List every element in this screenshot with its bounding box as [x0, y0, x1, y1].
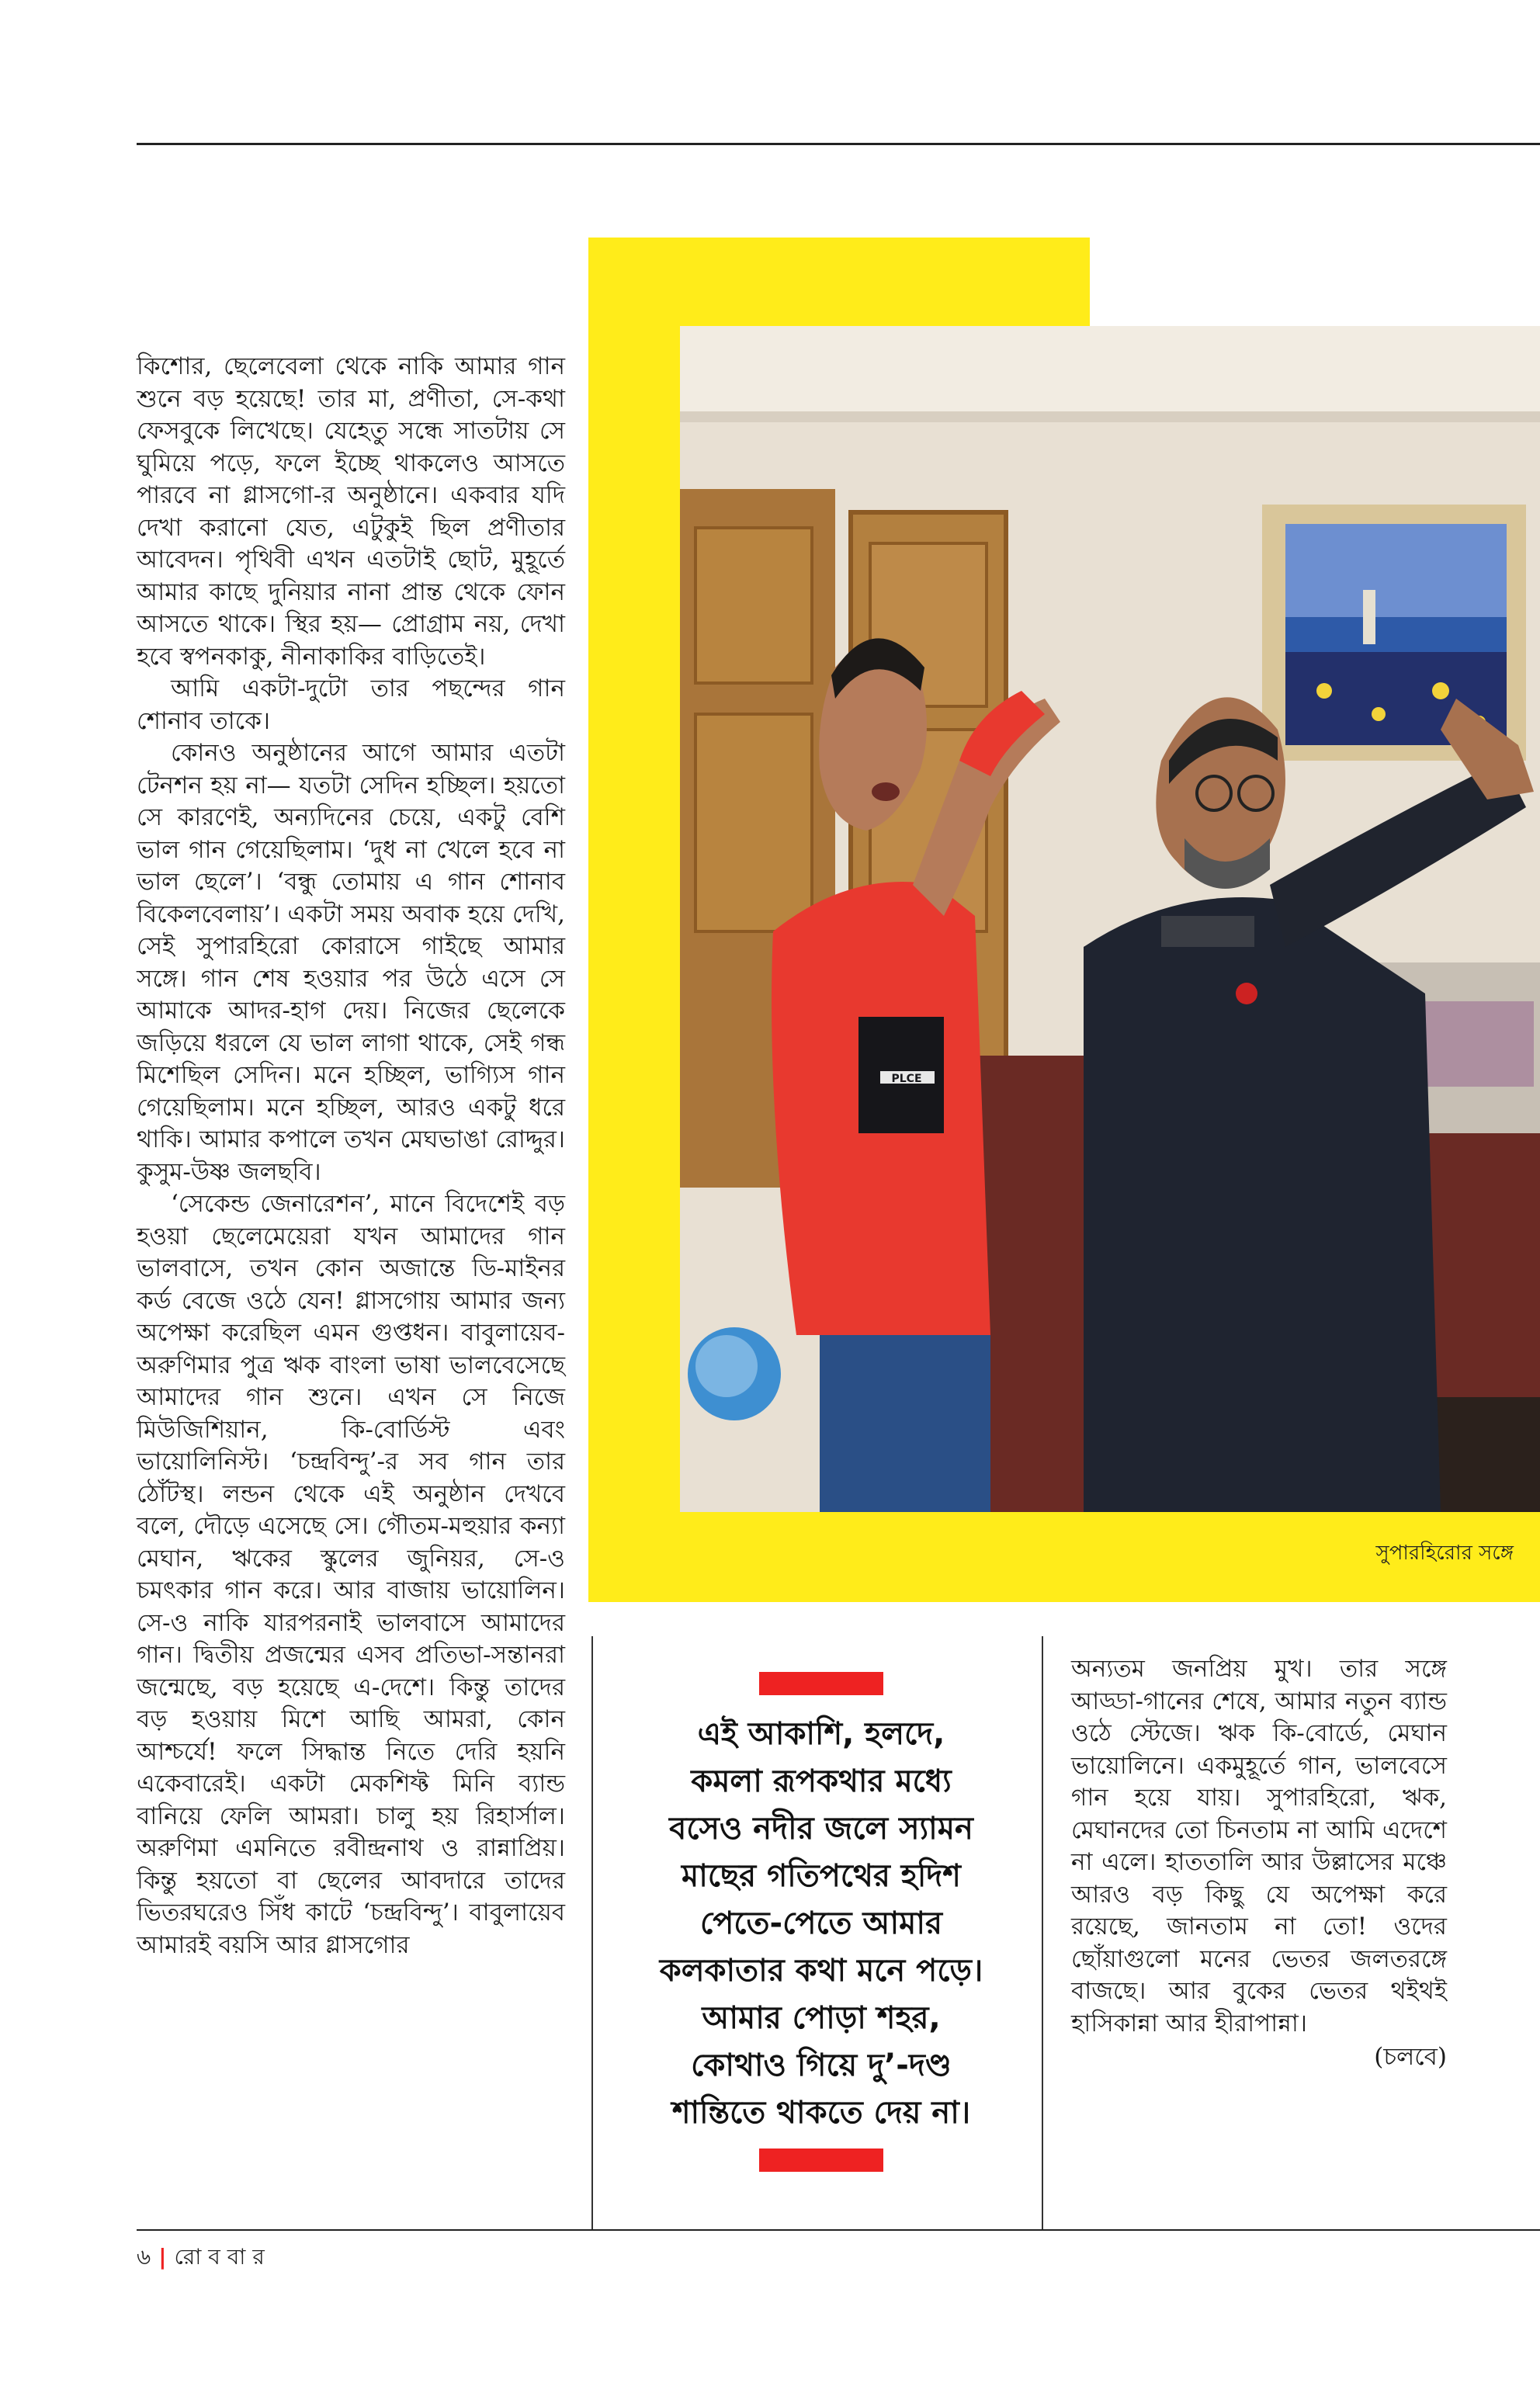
- pullquote-line: কমলা রূপকথার মধ্যে: [691, 1764, 952, 1799]
- pullquote-line: কোথাও গিয়ে দু’-দণ্ড: [691, 2048, 952, 2083]
- pullquote-line: পেতে-পেতে আমার: [700, 1906, 942, 1941]
- paragraph: অন্যতম জনপ্রিয় মুখ। তার সঙ্গে আড্ডা-গানের শেষে, আমার নতুন ব্যান্ড ওঠে স্টেজে। ঋক কি-বোর্ডে, মেঘান ভায়োলিনে। একমুহূর্তে গান, ভালবেসে গান হয়ে যায়। সুপারহিরো, ঋক, মেঘানদের তো চিনতাম না আমি এদেশে না এলে। হাততালি আর উল্লাসের মঞ্চে আরও বড় কিছু যে অপেক্ষা করে রয়েছে, জানতাম না তো! ওদের ছোঁয়াগুলো মনের ভেতর জলতরঙ্গে বাজছে। আর বুকের ভেতর থইথই হাসিকান্না আর হীরাপান্না।: [1071, 1655, 1447, 2038]
- column-divider: [591, 1636, 593, 2229]
- pullquote-line: আমার পোড়া শহর,: [702, 2000, 941, 2036]
- pullquote-bottom-bar: [759, 2148, 883, 2172]
- article-photo: [680, 326, 1540, 1512]
- article-column-right: [1071, 1653, 1447, 2074]
- pullquote-line: বসেও নদীর জলে স্যামন: [669, 1811, 973, 1847]
- page-number: ৬: [137, 2244, 151, 2270]
- pullquote-line: এই আকাশি, হলদে,: [697, 1716, 945, 1752]
- article-column-left: [137, 351, 565, 1961]
- yellow-accent-block: [588, 238, 1090, 329]
- paragraph: ‘সেকেন্ড জেনারেশন’, মানে বিদেশেই বড় হওয়া ছেলেমেয়েরা যখন আমাদের গান ভালবাসে, তখন কোন অজান্তে ডি-মাইনর কর্ড বেজে ওঠে যেন! গ্লাসগোয় আমার জন্য অপেক্ষা করেছিল এমন গুপ্তধন। বাবুলায়েব-অরুণিমার পুত্র ঋক বাংলা ভাষা ভালবেসেছে আমাদের গান শুনে। এখন সে নিজে মিউজিশিয়ান, কি-বোর্ডিস্ট এবং ভায়োলিনিস্ট। ‘চন্দ্রবিন্দু’-র সব গান তার ঠোঁটস্থ। লন্ডন থেকে এই অনুষ্ঠান দেখবে বলে, দৌড়ে এসেছে সে। গৌতম-মহুয়ার কন্যা মেঘান, ঋকের স্কুলের জুনিয়র, সে-ও চমৎকার গান করে। আর বাজায় ভায়োলিন। সে-ও নাকি যারপরনাই ভালবাসে আমাদের গান। দ্বিতীয় প্রজন্মের এসব প্রতিভা-সন্তানরা জন্মেছে, বড় হয়েছে এ-দেশে। কিন্তু তাদের বড় হওয়ায় মিশে আছি আমরা, কোন আশ্চর্যে! ফলে সিদ্ধান্ত নিতে দেরি হয়নি একেবারেই। একটা মেকশিফ্ট মিনি ব্যান্ড বানিয়ে ফেলি আমরা। চালু হয় রিহার্সাল। অরুণিমা এমনিতে রবীন্দ্রনাথ ও রান্নাপ্রিয়। কিন্তু হয়তো বা ছেলের আবদারে তাদের ভিতরঘরেও সিঁধ কাটে ‘চন্দ্রবিন্দু’। বাবুলায়েব আমারই বয়সি আর গ্লাসগোর: [137, 1190, 565, 1959]
- bottom-rule: [137, 2229, 1540, 2231]
- pullquote-top-bar: [759, 1672, 883, 1695]
- section-name: রো ব বা র: [174, 2244, 265, 2270]
- pullquote-line: মাছের গতিপথের হদিশ: [682, 1858, 961, 1894]
- paragraph: কিশোর, ছেলেবেলা থেকে নাকি আমার গান শুনে বড় হয়েছে! তার মা, প্রণীতা, সে-কথা ফেসবুকে লিখেছে। যেহেতু সন্ধে সাতটায় সে ঘুমিয়ে পড়ে, ফলে ইচ্ছে থাকলেও আসতে পারবে না গ্লাসগো-র অনুষ্ঠানে। একবার যদি দেখা করানো যেত, এটুকুই ছিল প্রণীতার আবেদন। পৃথিবী এখন এতটাই ছোট, মুহূর্তে আমার কাছে দুনিয়ার নানা প্রান্ত থেকে ফোন আসতে থাকে। স্থির হয়— প্রোগ্রাম নয়, দেখা হবে স্বপনকাকু, নীনাকাকির বাড়িতেই।: [137, 352, 565, 671]
- column-divider: [1042, 1636, 1043, 2229]
- pullquote-line: কলকাতার কথা মনে পড়ে।: [659, 1953, 983, 1989]
- footer-separator: |: [158, 2244, 167, 2270]
- pullquote: [619, 1711, 1023, 2137]
- pullquote-line: শান্তিতে থাকতে দেয় না।: [671, 2095, 971, 2131]
- shirt-badge-text: PLCE: [891, 1073, 922, 1085]
- paragraph: কোনও অনুষ্ঠানের আগে আমার এতটা টেনশন হয় না— যতটা সেদিন হচ্ছিল। হয়তো সে কারণেই, অন্যদিনের চেয়ে, একটু বেশি ভাল গান গেয়েছিলাম। ‘দুধ না খেলে হবে না ভাল ছেলে’। ‘বন্ধু তোমায় এ গান শোনাব বিকেলবেলায়’। একটা সময় অবাক হয়ে দেখি, সেই সুপারহিরো কোরাসে গাইছে আমার সঙ্গে। গান শেষ হওয়ার পর উঠে এসে সে আমাকে আদর-হাগ দেয়। নিজের ছেলেকে জড়িয়ে ধরলে যে ভাল লাগা থাকে, সেই গন্ধ মিশেছিল সেদিন। মনে হচ্ছিল, ভাগ্যিস গান গেয়েছিলাম। মনে হচ্ছিল, আরও একটু ধরে থাকি। আমার কপালে তখন মেঘভাঙা রোদ্দুর। কুসুম-উষ্ণ জলছবি।: [137, 739, 565, 1186]
- photo-caption: সুপারহিরোর সঙ্গে: [1375, 1542, 1514, 1565]
- page-footer: [137, 2240, 265, 2277]
- top-rule: [137, 143, 1540, 145]
- to-be-continued: (চলবে): [1374, 2043, 1447, 2071]
- paragraph: আমি একটা-দুটো তার পছন্দের গান শোনাব তাকে।: [137, 675, 565, 735]
